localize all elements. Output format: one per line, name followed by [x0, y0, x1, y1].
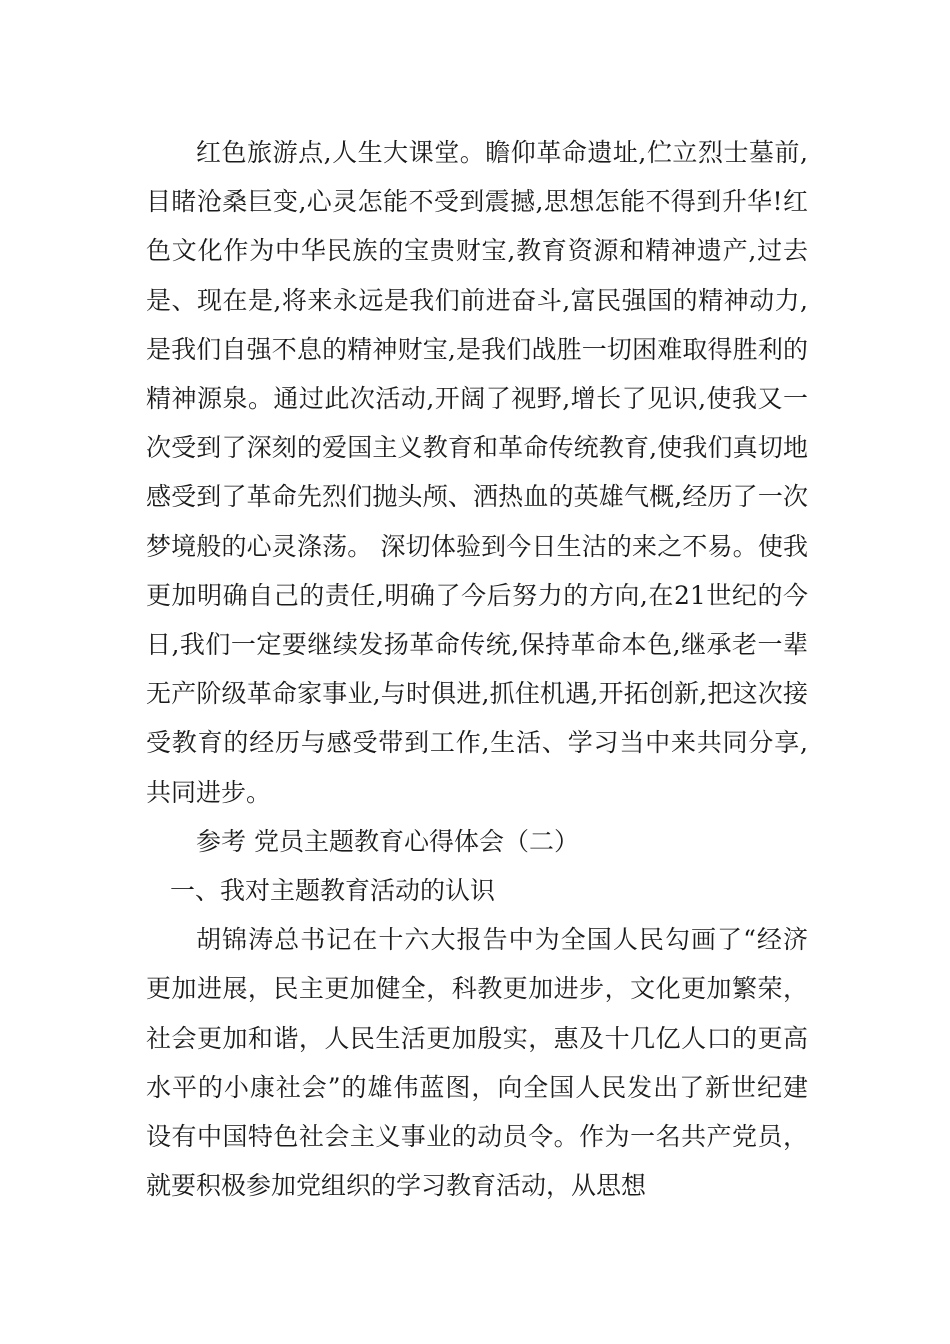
reference-heading: 参考 党员主题教育心得体会（二）	[196, 826, 579, 856]
body-paragraph-red-tourism: 红色旅游点,人生大课堂。瞻仰革命遗址,伫立烈士墓前,目睹沧桑巨变,心灵怎能不受到震撼,思想怎能不得到升华!红色文化作为中华民族的宝贵财宝,教育资源和精神遗产,过去是、现在是,将来永远是我们前进奋斗,富民强国的精神动力,是我们自强不息的精神财宝,是我们战胜一切困难取得胜利的精神源泉。通过此次活动,开阔了视野,增长了见识,使我又一次受到了深刻的爱国主义教育和革命传统教育,使我们真切地感受到了革命先烈们抛头颅、洒热血的英雄气概,经历了一次梦境般的心灵涤荡。 深切体验到今日生沽的来之不易。使我更加明确自己的责任,明确了今后努力的方向,在21世纪的今日,我们一定要继续发扬革命传统,保持革命本色,继承老一辈无产阶级革命家事业,与时俱进,抓住机遇,开拓创新,把这次接受教育的经历与感受带到工作,生活、学习当中来共同分享,共同进步。	[146, 138, 808, 807]
body-paragraph-theme-education: 胡锦涛总书记在十六大报告中为全国人民勾画了“经济更加进展，民主更加健全，科教更加进步，文化更加繁荣，社会更加和谐，人民生活更加殷实，惠及十几亿人口的更高水平的小康社会”的雄伟蓝图，向全国人民发出了新世纪建设有中国特色社会主义事业的动员令。作为一名共产党员，就要积极参加党组织的学习教育活动，从思想	[146, 925, 808, 1201]
document-body	[146, 128, 808, 1210]
section-heading: 一、我对主题教育活动的认识	[170, 876, 496, 906]
